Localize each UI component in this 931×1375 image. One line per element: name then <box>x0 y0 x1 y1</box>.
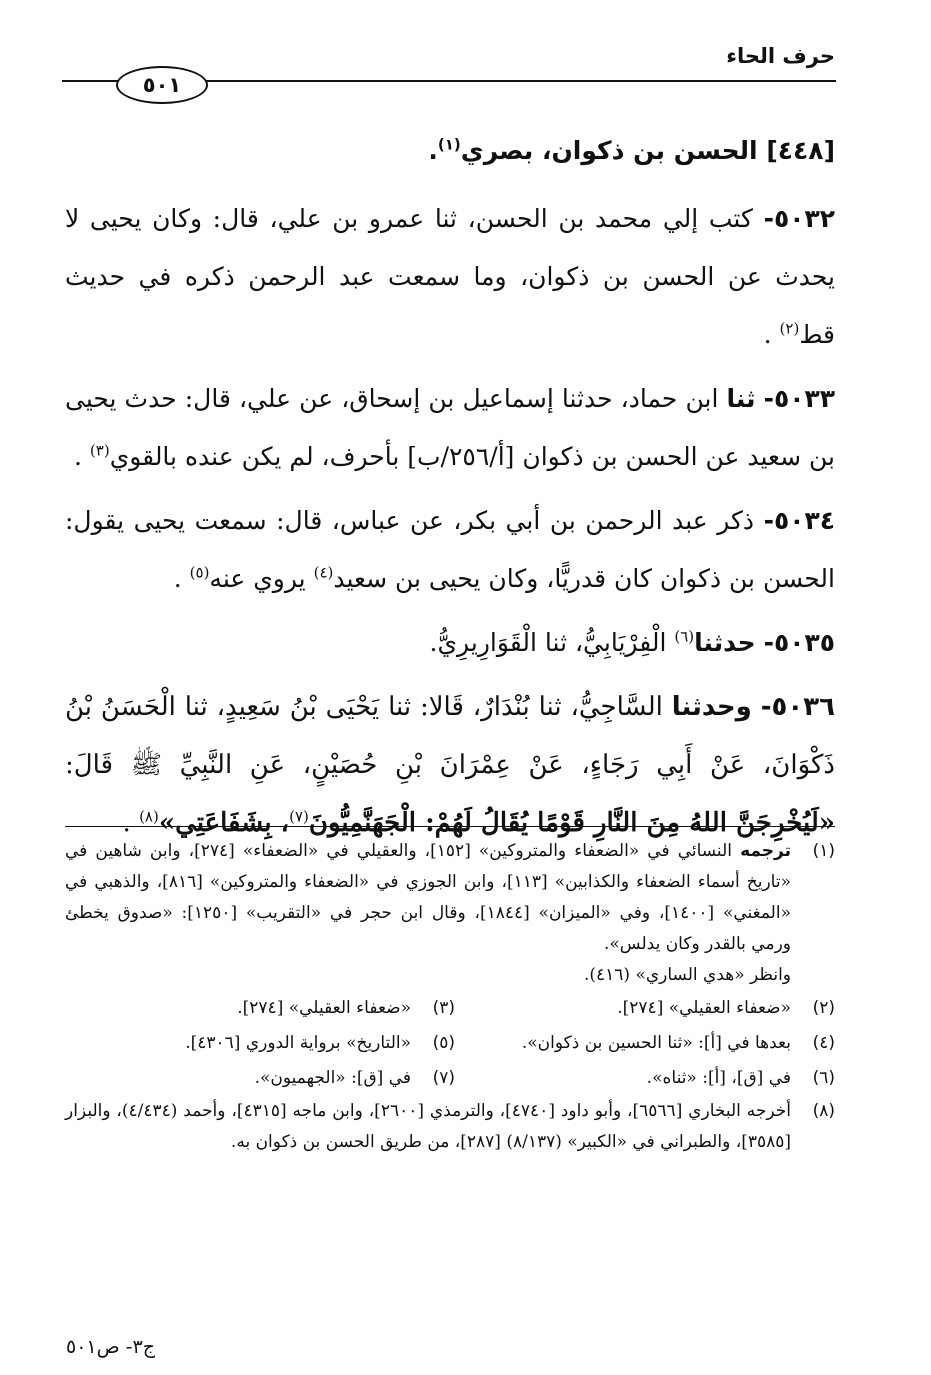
entry-heading: [٤٤٨] الحسن بن ذكوان، بصري$^{(١)}$. <box>428 135 835 165</box>
page-number <box>116 66 208 104</box>
footnote-ref: (١) <box>437 135 461 154</box>
narration-text: ذكر عبد الرحمن بن أبي بكر، عن عباس، قال: سمعت يحيى يقول: الحسن بن ذكوان كان قدريًّا، وكان يحيى بن سعيد <box>65 506 835 593</box>
narration-text: الْفِرْيَابِيُّ، ثنا الْقَوَارِيرِيُّ. <box>429 628 667 657</box>
footnotes <box>65 836 835 1158</box>
footnote-text: «التاريخ» برواية الدوري [٤٣٠٦]. <box>185 1033 411 1053</box>
narration-number: ٥٠٣٤- <box>763 506 835 535</box>
footnote-text: «ضعفاء العقيلي» [٢٧٤]. <box>617 998 791 1018</box>
footnote-ref: (٨) <box>139 807 159 826</box>
footnote-mark: (٦) <box>812 1068 835 1088</box>
narration-end: . <box>122 808 131 838</box>
footnote-mark: (١) <box>812 841 835 861</box>
footnote-text: في [ق]: «الجهميون». <box>254 1068 411 1088</box>
main-text <box>65 122 835 858</box>
footnote-ref: (٥) <box>189 563 210 582</box>
footnote-ref: (٦) <box>674 627 695 646</box>
footnote-lead: ترجمه <box>740 841 791 861</box>
narration-lead: حدثنا <box>694 628 756 657</box>
entry-number: [٤٤٨] <box>766 136 835 165</box>
footnote-text: في [ق]، [أ]: «ثناه». <box>646 1068 791 1088</box>
footnote-mark: (٣) <box>432 998 455 1018</box>
page-number-text: ٥٠١ <box>142 73 182 97</box>
narration-text: كتب إلي محمد بن الحسن، ثنا عمرو بن علي، قال: وكان يحيى لا يحدث عن الحسن بن ذكوان، وما سمعت عبد الرحمن ذكره في حديث قط <box>65 204 835 349</box>
narration-5035 <box>65 614 835 672</box>
running-title: حرف الحاء <box>726 44 835 68</box>
narration-end: . <box>74 442 82 471</box>
footnote-3 <box>237 991 455 1026</box>
narration-text-2: يروي عنه <box>209 564 306 593</box>
footnote-mark: (٧) <box>432 1068 455 1088</box>
footnote-5 <box>185 1026 455 1061</box>
footnote-ref: (٢) <box>779 319 800 338</box>
footnote-text: بعدها في [أ]: «ثنا الحسين بن ذكوان». <box>521 1033 791 1053</box>
footnote-4 <box>455 1026 835 1061</box>
footnote-mark: (٥) <box>432 1033 455 1053</box>
footnote-row-6-7 <box>65 1061 835 1096</box>
hadith-text-2: ، بِشَفَاعَتِي» <box>158 808 290 838</box>
footnote-mark: (٨) <box>812 1101 835 1121</box>
footnote-mark: (٢) <box>812 998 835 1018</box>
footnote-text: «ضعفاء العقيلي» [٢٧٤]. <box>237 998 411 1018</box>
narration-lead: ثنا <box>726 384 756 413</box>
footnote-ref: (٧) <box>289 807 309 826</box>
narration-number: ٥٠٣٣- <box>763 384 836 413</box>
hadith-text: «لَيُخْرِجَنَّ اللهُ مِنَ النَّارِ قَوْمًا يُقَالُ لَهُمْ: الْجَهَنَّمِيُّونَ <box>308 808 835 838</box>
footnote-body <box>65 836 791 991</box>
footnote-2 <box>455 991 835 1026</box>
narration-5033 <box>65 370 835 486</box>
narration-number: ٥٠٣٢- <box>763 204 835 233</box>
narration-lead: وحدثنا <box>671 692 752 722</box>
footnote-8 <box>65 1096 835 1158</box>
narration-text: السَّاجِيُّ، ثنا بُنْدَارٌ، قَالا: ثنا يَحْيَى بْنُ سَعِيدٍ، ثنا الْحَسَنُ بْنُ ذَكْوَانَ، عَنْ أَبِي رَجَاءٍ، عَنْ عِمْرَانَ بْنِ حُصَيْنٍ، عَنِ النَّبِيِّ ﷺ قَالَ: <box>65 692 835 780</box>
footnote-1 <box>65 836 835 991</box>
footnote-6 <box>455 1061 835 1096</box>
footnote-rule <box>65 826 835 827</box>
footnote-body <box>65 1096 791 1158</box>
footnote-text-2: وانظر «هدي الساري» (٤١٦). <box>583 965 791 985</box>
footnote-row-4-5 <box>65 1026 835 1061</box>
narration-5032 <box>65 190 835 364</box>
narration-text: ابن حماد، حدثنا إسماعيل بن إسحاق، عن علي، قال: حدث يحيى بن سعيد عن الحسن بن ذكوان [أ/٢٥٦/ب] بأحرف، لم يكن عنده بالقوي <box>65 384 835 471</box>
narration-number: ٥٠٣٥- <box>763 628 835 657</box>
narration-number: ٥٠٣٦- <box>760 692 835 722</box>
footnote-row-2-3 <box>65 991 835 1026</box>
footnote-ref: (٤) <box>313 563 334 582</box>
narration-end: . <box>173 564 182 593</box>
narration-5034 <box>65 492 835 608</box>
footnote-ref: (٣) <box>89 441 110 460</box>
entry-name: الحسن بن ذكوان، بصري <box>460 136 758 165</box>
footnote-text: النسائي في «الضعفاء والمتروكين» [١٥٢]، والعقيلي في «الضعفاء» [٢٧٤]، وابن شاهين في «تاريخ أسماء الضعفاء والكذابين» [١١٣]، وابن الجوزي في «الضعفاء والمتروكين» [٨١٦]، والذهبي في «المغني» [١٤٠٠]، وفي «الميزان» [١٨٤٤]، وقال ابن حجر في «التقريب» [١٢٥٠]: «صدوق يخطئ ورمي بالقدر وكان يدلس». <box>65 841 791 954</box>
footnote-7 <box>255 1061 455 1096</box>
footnote-text: أخرجه البخاري [٦٥٦٦]، وأبو داود [٤٧٤٠]، والترمذي [٢٦٠٠]، وابن ماجه [٤٣١٥]، وأحمد (٤/٤٣٤)، والبزار [٣٥٨٥]، والطبراني في «الكبير» (٨/١٣٧) [٢٨٧]، من طريق الحسن بن ذكوان به. <box>65 1101 791 1152</box>
narration-end: . <box>763 320 772 349</box>
footnote-mark: (٤) <box>812 1033 835 1053</box>
page-reference: ج٣- ص٥٠١ <box>66 1336 155 1358</box>
